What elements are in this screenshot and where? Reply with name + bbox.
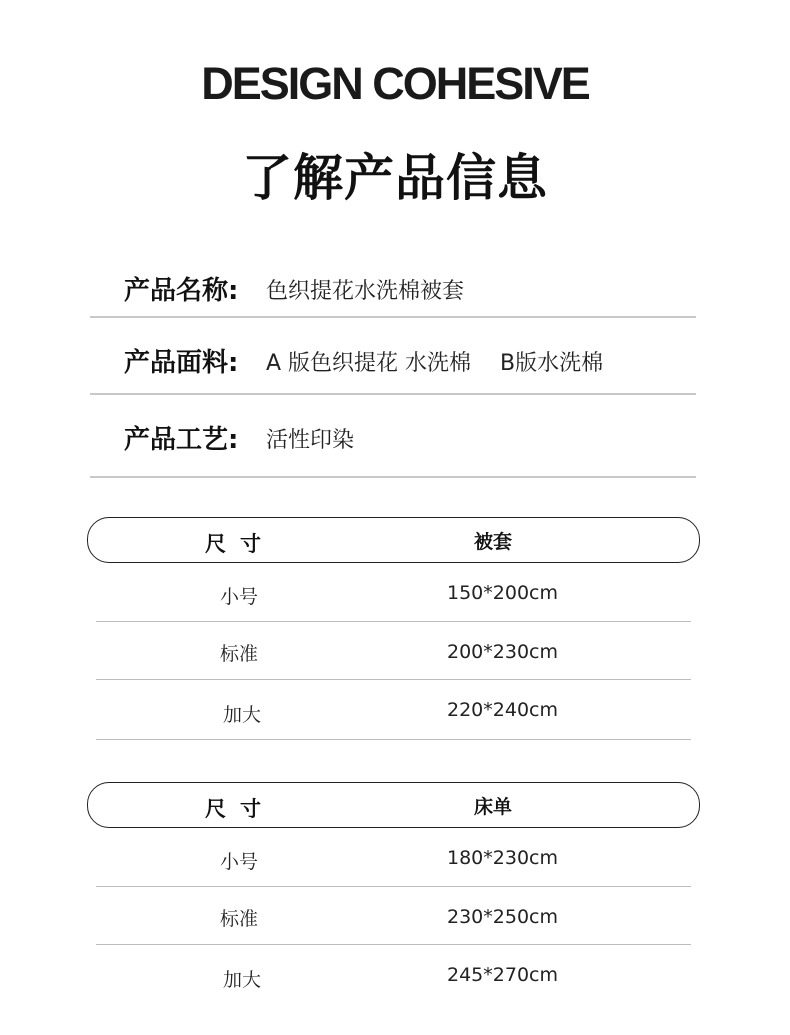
size-table-duvet bbox=[87, 517, 700, 741]
cell-dims: 150*200cm bbox=[447, 582, 558, 604]
cell-size: 小号 bbox=[220, 586, 259, 608]
table-row bbox=[96, 563, 691, 622]
info-value: A 版色织提花 水洗棉 bbox=[266, 351, 472, 376]
heading-english: DESIGN COHESIVE bbox=[201, 58, 589, 109]
table-row bbox=[96, 679, 691, 740]
info-row-process bbox=[90, 419, 696, 478]
cell-size: 标准 bbox=[220, 908, 259, 930]
header-size: 尺寸 bbox=[205, 797, 275, 821]
info-value: 色织提花水洗棉被套 bbox=[266, 279, 465, 304]
cell-dims: 180*230cm bbox=[447, 847, 558, 869]
cell-size: 加大 bbox=[223, 969, 262, 991]
cell-dims: 230*250cm bbox=[447, 906, 558, 928]
size-table-sheet bbox=[87, 782, 700, 1012]
info-label: 产品名称: bbox=[124, 276, 239, 306]
heading-chinese: 了解产品信息 bbox=[242, 149, 548, 207]
info-label: 产品工艺: bbox=[124, 425, 239, 455]
info-label: 产品面料: bbox=[124, 348, 239, 378]
header-product: 床单 bbox=[474, 796, 513, 818]
info-row-fabric bbox=[90, 340, 696, 395]
header-product: 被套 bbox=[474, 531, 513, 553]
cell-size: 加大 bbox=[223, 704, 262, 726]
cell-dims: 200*230cm bbox=[447, 641, 558, 663]
info-value: 活性印染 bbox=[266, 428, 355, 453]
cell-dims: 220*240cm bbox=[447, 699, 558, 721]
cell-size: 小号 bbox=[220, 851, 259, 873]
cell-dims: 245*270cm bbox=[447, 964, 558, 986]
table-row bbox=[96, 828, 691, 887]
info-row-name bbox=[90, 270, 696, 318]
table-row bbox=[96, 886, 691, 945]
header-size: 尺寸 bbox=[205, 532, 275, 556]
info-value-b: B版水洗棉 bbox=[500, 351, 604, 376]
table-header bbox=[87, 517, 700, 563]
table-row bbox=[96, 621, 691, 680]
table-row bbox=[96, 944, 691, 1002]
table-header bbox=[87, 782, 700, 828]
cell-size: 标准 bbox=[220, 643, 259, 665]
